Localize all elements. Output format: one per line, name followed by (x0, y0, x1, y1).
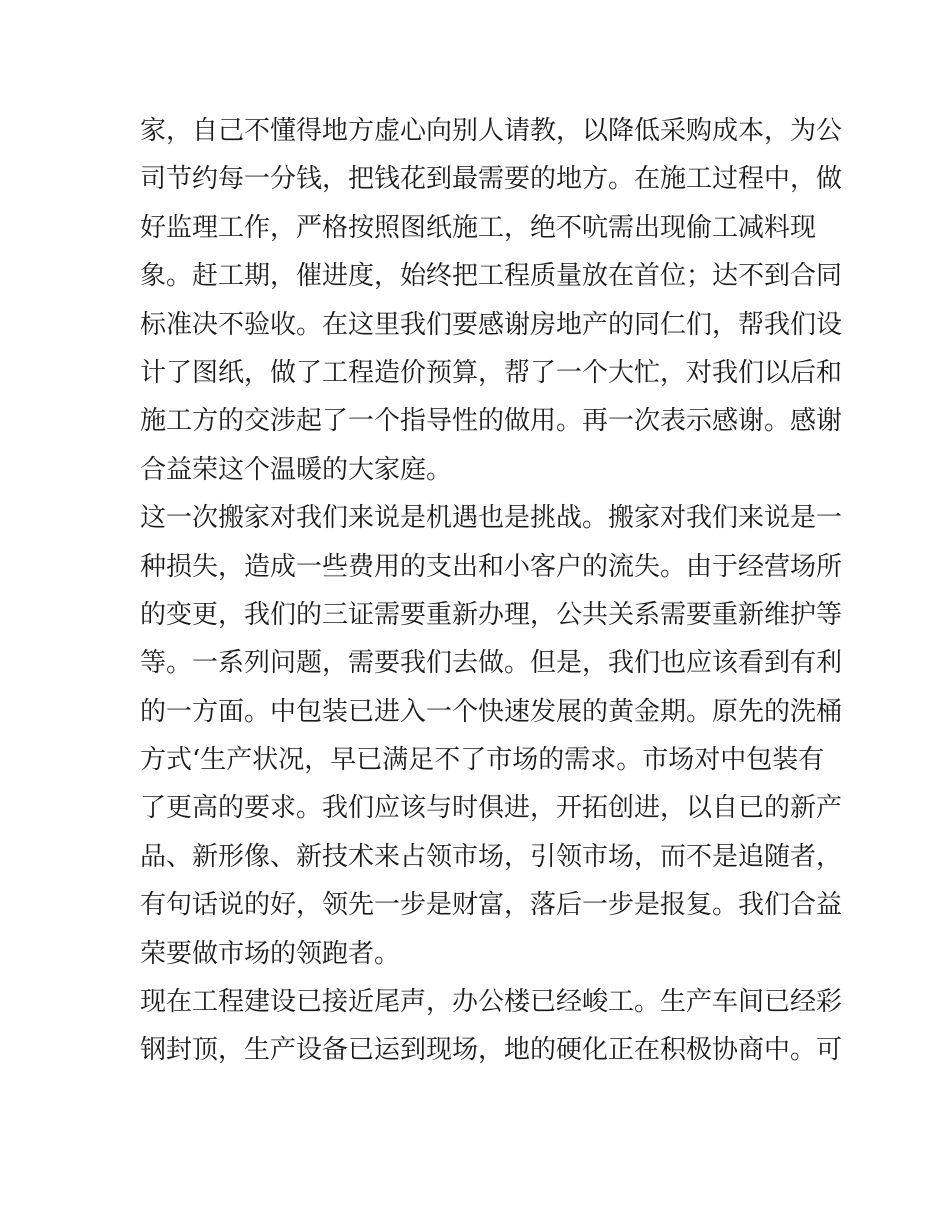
text-line: 标准决不验收。在这里我们要感谢房地产的同仁们，帮我们设 (140, 309, 843, 340)
text-line: 施工方的交涉起了一个指导性的做用。再一次表示感谢。感谢 (140, 406, 843, 437)
text-line: 有句话说的好，领先一步是财富，落后一步是报复。我们合益 (140, 890, 843, 921)
text-line: 了更高的要求。我们应该与时俱进，开拓创进，以自已的新产 (140, 793, 843, 824)
text-line: 家，自己不懂得地方虚心向别人请教，以降低采购成本，为公 (140, 116, 843, 146)
text-line: 现在工程建设已接近尾声，办公楼已经峻工。生产车间已经彩 (140, 987, 843, 1018)
text-line: 好监理工作，严格按照图纸施工，绝不吭需出现偷工减料现 (140, 212, 817, 243)
text-line: 种损失，造成一些费用的支出和小客户的流失。由于经营场所 (140, 551, 843, 582)
text-line: 钢封顶，生产设备已运到现场，地的硬化正在积极协商中。可 (140, 1035, 843, 1066)
text-line: 方式‘生产状况，早已满足不了市场的需求。市场对中包装有 (140, 745, 825, 776)
text-line: 等。一系列问题，需要我们去做。但是，我们也应该看到有利 (140, 648, 843, 679)
text-line: 计了图纸，做了工程造价预算，帮了一个大忙，对我们以后和 (140, 357, 843, 388)
text-line: 的变更，我们的三证需要重新办理，公共关系需要重新维护等 (140, 599, 843, 630)
document-body (140, 107, 843, 1075)
text-line: 象。赶工期，催进度，始终把工程质量放在首位；达不到合同 (140, 261, 843, 292)
text-line: 荣要做市场的领跑者。 (140, 938, 401, 969)
text-line: 司节约每一分钱，把钱花到最需要的地方。在施工过程中，做 (140, 164, 843, 195)
text-line: 品、新形像、新技术来占领市场，引领市场，而不是追随者， (140, 841, 843, 872)
text-line: 合益荣这个温暖的大家庭。 (140, 454, 453, 485)
text-line: 这一次搬家对我们来说是机遇也是挑战。搬家对我们来说是一 (140, 503, 843, 534)
text-line: 的一方面。中包装已进入一个快速发展的黄金期。原先的洗桶 (140, 696, 843, 727)
